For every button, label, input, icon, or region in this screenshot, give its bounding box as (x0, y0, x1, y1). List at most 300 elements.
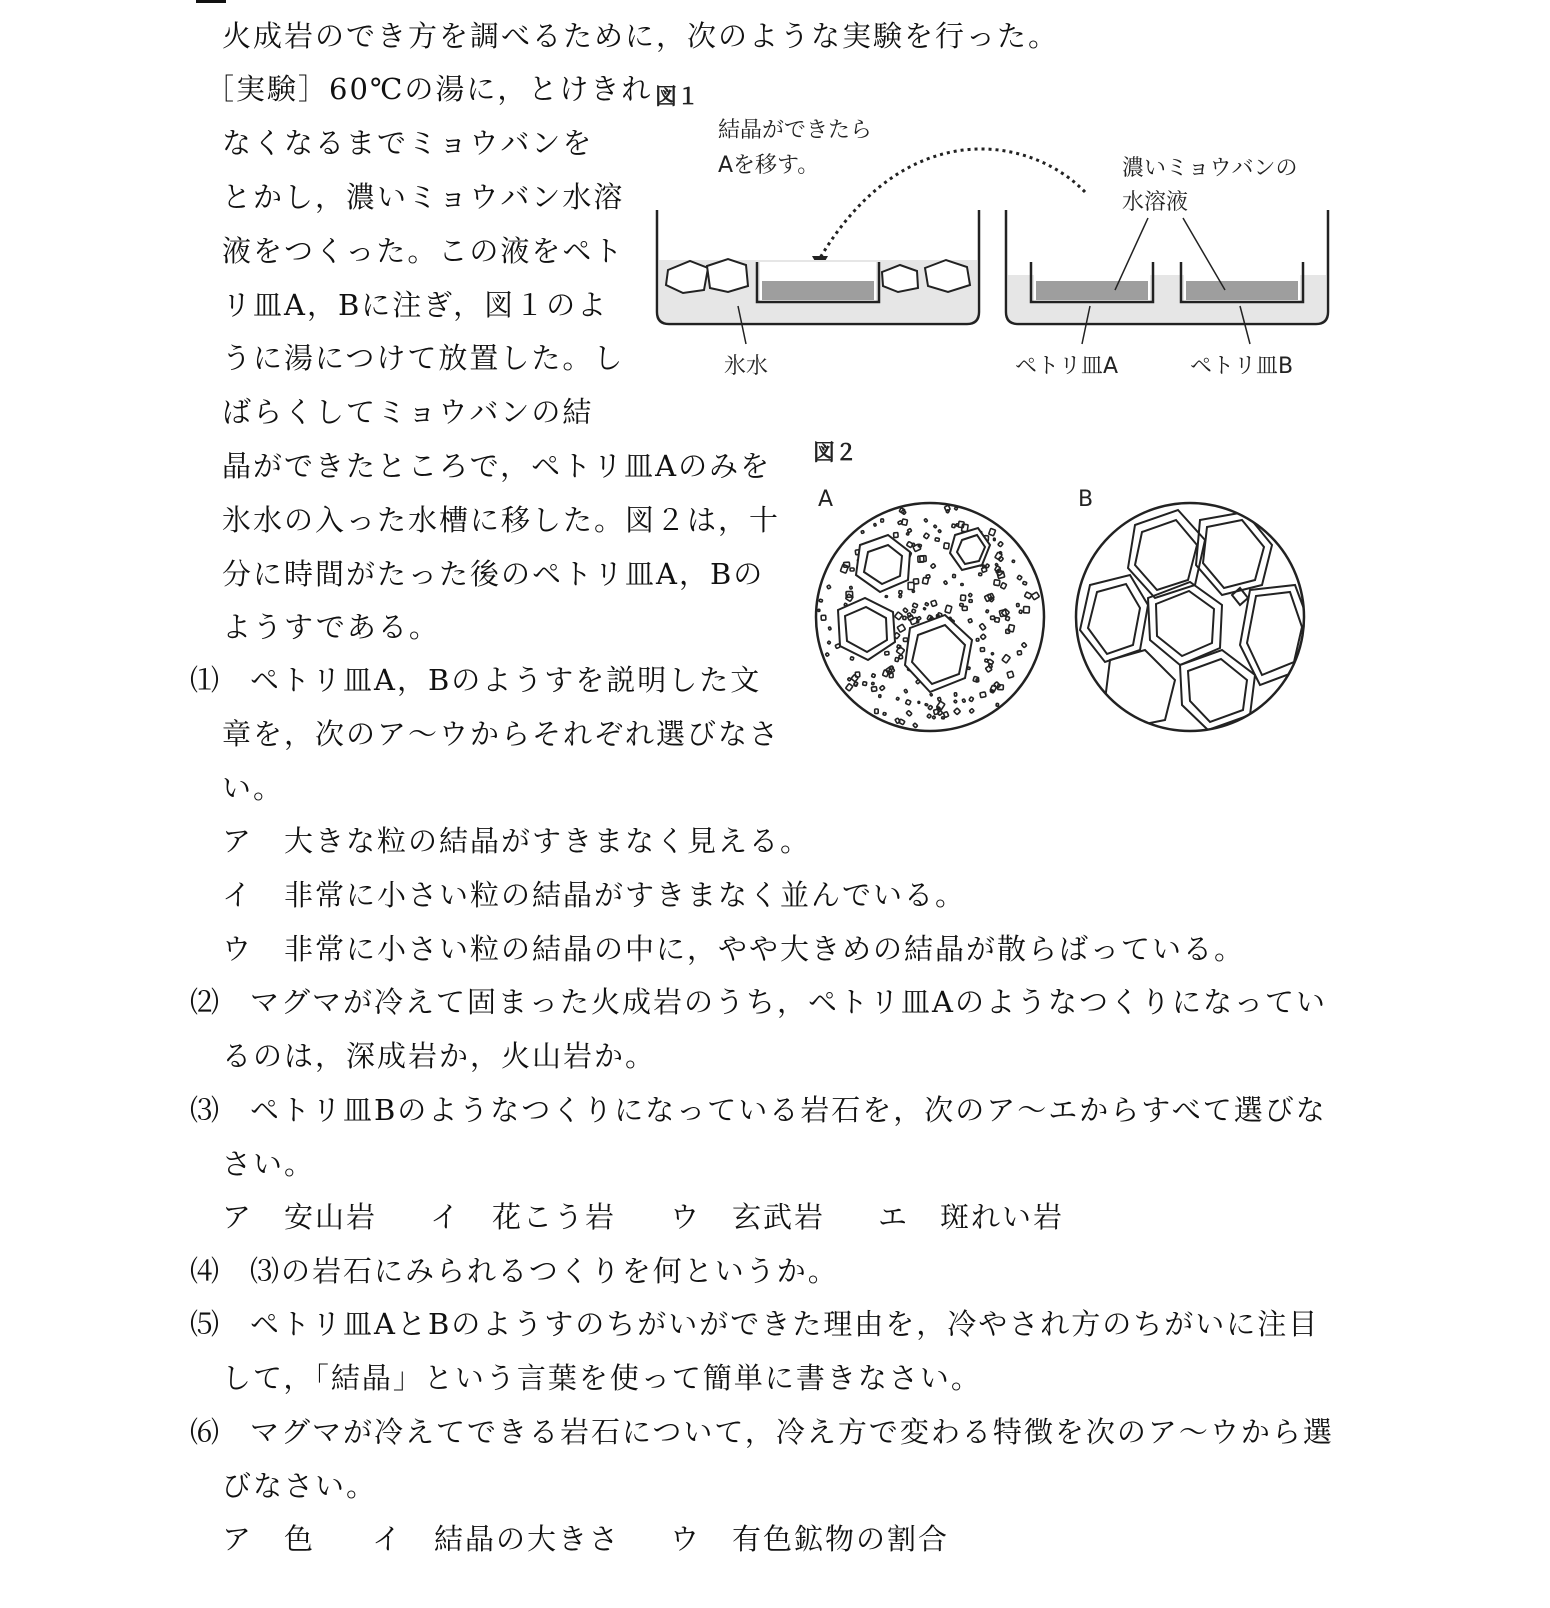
fine-grain (844, 562, 850, 567)
fine-grain (928, 705, 933, 710)
fine-grain (987, 593, 994, 600)
top-rule (196, 0, 226, 3)
fine-grain (949, 659, 953, 662)
q1-number: ⑴ (190, 663, 222, 697)
fine-grain (996, 703, 999, 706)
fine-grain (1000, 583, 1006, 590)
fine-grain (926, 575, 930, 579)
fine-grain (928, 686, 932, 690)
crystal-view-b (1080, 510, 1310, 730)
dish-a-label: ペトリ皿A (1015, 354, 1119, 379)
q3-number: ⑶ (190, 1093, 222, 1127)
ice-cube-icon (925, 260, 970, 292)
fine-grain (985, 666, 992, 673)
fine-grain (899, 594, 902, 597)
fine-grain (927, 615, 932, 621)
fine-grain (856, 603, 860, 607)
fine-grain (946, 617, 953, 624)
fine-grain (861, 627, 866, 631)
q3-text: ペトリ皿Bのようなつくりになっている岩石を，次のア～エからすべて選びな (250, 1093, 1327, 1127)
q3-option: ウ 玄武岩 (670, 1200, 826, 1234)
fine-grain (923, 607, 926, 609)
intro-text: 火成岩のでき方を調べるために，次のような実験を行った。 (222, 19, 1060, 53)
fine-grain (896, 697, 899, 700)
fine-grain (901, 569, 908, 577)
fine-grain (885, 651, 889, 655)
dish-b-label: ペトリ皿B (1190, 354, 1294, 379)
fine-grain (918, 544, 922, 547)
fine-grain (979, 551, 983, 555)
fine-grain (881, 519, 884, 522)
fine-grain (904, 551, 912, 559)
fine-grain (937, 613, 942, 618)
fine-grain (912, 603, 917, 608)
fine-grain (894, 632, 900, 638)
fine-grain (962, 639, 965, 642)
crystal-view-a (818, 505, 1040, 728)
fine-grain (927, 714, 931, 718)
fine-grain (1016, 603, 1019, 606)
fine-grain (966, 546, 969, 550)
fine-grain (907, 528, 911, 532)
fine-grain (925, 703, 928, 706)
fine-grain (895, 657, 899, 661)
figure1-move-note: 結晶ができたら (718, 118, 873, 143)
fine-grain (853, 622, 855, 624)
fine-grain (962, 567, 964, 569)
fine-grain (846, 591, 853, 597)
fine-grain (876, 608, 879, 612)
fine-grain (861, 531, 864, 534)
fine-grain (963, 637, 968, 642)
fine-grain (907, 613, 911, 618)
fine-grain (929, 617, 935, 622)
fine-grain (968, 593, 972, 597)
fine-grain (871, 674, 875, 678)
fine-grain (961, 538, 966, 542)
fine-grain (978, 556, 984, 562)
fine-grain (889, 669, 892, 673)
fine-grain (999, 551, 1002, 554)
fine-grain (912, 609, 916, 613)
fine-grain (962, 606, 967, 610)
fine-grain (907, 541, 913, 547)
fine-grain (990, 689, 994, 693)
fine-grain (882, 670, 888, 677)
experiment-line: とかし，濃いミョウバン水溶 (222, 180, 625, 214)
fine-grain (907, 666, 912, 671)
fine-grain (872, 579, 878, 584)
fine-grain (969, 600, 972, 603)
figure2-diagram (0, 0, 1550, 760)
experiment-line: 分に時間がたった後のペトリ皿A，Bの (222, 557, 765, 591)
fine-grain (949, 649, 954, 655)
fine-grain (1024, 592, 1031, 599)
q1-option: ア 大きな粒の結晶がすきまなく見える。 (222, 824, 812, 858)
fine-grain (895, 556, 900, 561)
experiment-line: 氷水の入った水槽に移した。図２は，十 (222, 503, 781, 537)
fine-grain (995, 566, 1001, 572)
fine-grain (985, 564, 989, 568)
fine-grain (997, 571, 1005, 578)
q1-option: ウ 非常に小さい粒の結晶の中に，やや大きめの結晶が散らばっている。 (222, 932, 1246, 966)
fine-grain (847, 677, 851, 681)
experiment-line: 晶ができたところで，ペトリ皿Aのみを (222, 449, 772, 483)
fine-grain (995, 563, 998, 566)
fine-grain (863, 682, 867, 686)
fine-grain (846, 684, 853, 692)
fine-grain (1001, 609, 1009, 617)
fine-grain (989, 664, 993, 668)
fine-grain (847, 629, 852, 635)
fine-grain (943, 712, 949, 718)
fine-grain (875, 709, 879, 714)
fine-grain (855, 550, 860, 555)
fine-grain (917, 616, 921, 620)
fine-grain (954, 630, 957, 633)
experiment-line: なくなるまでミョウバンを (222, 126, 594, 160)
fine-grain (952, 524, 956, 528)
fine-grain (951, 643, 959, 650)
fine-grain (879, 695, 881, 698)
fine-grain (933, 667, 939, 673)
fine-grain (821, 615, 826, 620)
fine-grain (896, 577, 902, 584)
fine-grain (905, 700, 911, 705)
fine-grain (827, 641, 830, 644)
move-arrow (820, 149, 1085, 258)
fine-grain (938, 697, 942, 701)
fine-grain (850, 568, 854, 571)
fine-grain (922, 577, 928, 584)
fine-grain (839, 614, 843, 618)
fine-grain (942, 668, 947, 673)
fine-grain (908, 582, 914, 589)
fine-grain (913, 579, 918, 584)
fine-grain (984, 594, 992, 602)
fine-grain (906, 533, 909, 536)
fine-grain (899, 508, 905, 514)
fine-grain (994, 580, 1000, 586)
fine-grain (946, 509, 949, 513)
fine-grain (986, 610, 989, 613)
figure1-solution-label: 水溶液 (1122, 190, 1189, 215)
fine-grain (825, 653, 829, 657)
q4-number: ⑷ (190, 1254, 222, 1288)
fine-grain (963, 658, 967, 663)
fine-grain (937, 636, 944, 644)
fine-grain (923, 673, 928, 678)
fine-grain (958, 521, 964, 528)
fine-grain (1023, 607, 1029, 613)
fine-grain (874, 523, 877, 526)
fine-grain (956, 524, 958, 527)
fine-grain (901, 510, 906, 515)
fine-grain (885, 595, 888, 597)
fine-grain (871, 687, 877, 692)
fine-grain (931, 600, 937, 606)
fine-grain (993, 538, 995, 540)
fine-grain (1006, 629, 1010, 633)
figure1-title: 図１ (655, 85, 700, 110)
fine-grain (880, 685, 885, 690)
fine-grain (939, 624, 943, 628)
fine-grain (897, 624, 905, 632)
fine-grain (868, 571, 872, 575)
fine-grain (984, 536, 988, 541)
experiment-line: ［実験］60℃の湯に，とけきれ (205, 72, 653, 106)
fine-grain (835, 644, 840, 649)
fine-grain (899, 573, 906, 579)
fine-grain (999, 610, 1006, 617)
fine-grain (989, 528, 996, 536)
dish-a-in-ice (757, 262, 879, 302)
fine-grain (857, 559, 860, 562)
fine-grain (900, 561, 908, 569)
fine-grain (864, 569, 867, 572)
q6-option: イ 結晶の大きさ (372, 1522, 621, 1556)
fine-grain (1012, 560, 1015, 563)
fine-grain (898, 520, 903, 524)
fine-grain (976, 679, 979, 682)
dish-b (1181, 262, 1303, 302)
fine-grain (960, 603, 964, 606)
fine-grain (967, 551, 972, 555)
fine-grain (977, 560, 981, 563)
fine-grain (1017, 575, 1022, 580)
fine-grain (910, 617, 918, 625)
q2-text: るのは，深成岩か，火山岩か。 (222, 1039, 657, 1073)
fine-grain (945, 605, 952, 613)
fine-grain (944, 505, 950, 511)
fine-grain (889, 673, 893, 677)
q6-option: ウ 有色鉱物の割合 (670, 1522, 950, 1556)
fine-grain (912, 590, 915, 593)
fine-grain (937, 637, 943, 642)
fine-grain (903, 616, 906, 619)
fine-grain (918, 642, 921, 645)
fine-grain (998, 556, 1003, 561)
q6-text: びなさい。 (222, 1469, 378, 1503)
q3-text: さい。 (222, 1147, 316, 1181)
fine-grain (1005, 616, 1009, 620)
fine-grain (930, 693, 933, 696)
q1-text: い。 (222, 771, 285, 805)
fine-grain (979, 623, 986, 630)
fine-grain (994, 682, 1001, 689)
fine-grain (934, 709, 939, 714)
fine-grain (865, 542, 868, 545)
fine-grain (961, 584, 963, 586)
arrow-head-icon (812, 256, 828, 270)
fine-grain (944, 581, 948, 585)
fine-grain (891, 541, 895, 545)
fine-grain (850, 586, 853, 589)
fine-grain (985, 659, 988, 662)
fine-grain (854, 682, 858, 687)
fine-grain (991, 616, 995, 619)
fine-grain (873, 646, 880, 653)
figure2-label-a: A (818, 487, 834, 512)
fine-grain (977, 531, 982, 536)
fine-grain (819, 599, 823, 602)
fine-grain (925, 602, 929, 605)
fine-grain (903, 608, 908, 613)
q4-text: ⑶の岩石にみられるつくりを何というか。 (250, 1254, 839, 1288)
q5-text: して，「結晶」という言葉を使って簡単に書きなさい。 (222, 1361, 982, 1395)
fine-grain (1019, 610, 1022, 613)
fine-grain (872, 682, 875, 685)
fine-grain (958, 650, 961, 653)
fine-grain (962, 699, 965, 703)
fine-grain (950, 652, 954, 656)
fine-grain (846, 594, 854, 602)
ice-water-tank (657, 210, 979, 324)
figure1-solution-label: 濃いミョウバンの (1122, 156, 1298, 181)
fine-grain (913, 723, 918, 728)
experiment-line: 液をつくった。この液をペト (222, 234, 625, 268)
fine-grain (1002, 654, 1010, 663)
fine-grain (828, 627, 831, 630)
fine-grain (883, 712, 886, 715)
fine-grain (938, 711, 943, 716)
fine-grain (998, 541, 1003, 546)
figure2-title: 図２ (813, 441, 858, 466)
q6-option: ア 色 (222, 1522, 316, 1556)
fine-grain (918, 701, 920, 703)
fine-grain (902, 519, 908, 525)
fine-grain (855, 619, 861, 625)
fine-grain (976, 638, 979, 641)
fine-grain (844, 603, 847, 606)
fine-grain (938, 529, 941, 532)
fine-grain (962, 524, 969, 532)
fine-grain (981, 567, 987, 572)
fine-grain (936, 615, 939, 617)
fine-grain (923, 533, 929, 539)
ice-water-label: 氷水 (724, 354, 769, 379)
fine-grain (873, 645, 878, 650)
q6-text: マグマが冷えてできる岩石について，冷え方で変わる特徴を次のア～ウから選 (250, 1415, 1334, 1449)
fine-grain (850, 657, 854, 661)
fine-grain (934, 525, 937, 528)
fine-grain (908, 645, 913, 649)
fine-grain (917, 658, 920, 661)
q6-number: ⑹ (190, 1415, 222, 1449)
q2-number: ⑵ (190, 985, 222, 1019)
fine-grain (931, 564, 936, 569)
fine-grain (920, 556, 926, 562)
fine-grain (1017, 651, 1021, 655)
fine-grain (924, 518, 928, 522)
q2-text: マグマが冷えて固まった火成岩のうち，ペトリ皿Aのようなつくりになってい (250, 985, 1327, 1019)
fine-grain (979, 563, 982, 566)
fine-grain (845, 620, 848, 623)
experiment-line: リ皿A，Bに注ぎ，図１のよ (222, 288, 609, 322)
fine-grain (907, 615, 913, 621)
fine-grain (942, 717, 945, 719)
figure1-move-note: Aを移す。 (718, 153, 820, 178)
fine-grain (827, 585, 831, 589)
fine-grain (916, 680, 920, 684)
fine-grain (979, 573, 982, 576)
hot-water-tank (1006, 210, 1328, 324)
fine-grain (935, 538, 939, 542)
q5-number: ⑸ (190, 1307, 222, 1341)
fine-grain (916, 620, 919, 623)
fine-grain (886, 666, 895, 675)
fine-grain (889, 666, 893, 670)
fine-grain (980, 648, 984, 652)
experiment-line: ばらくしてミョウバンの結 (222, 395, 594, 429)
fine-grain (969, 709, 974, 714)
fine-grain (969, 697, 974, 702)
q1-text: ペトリ皿A，Bのようすを説明した文 (250, 663, 762, 697)
fine-grain (937, 707, 941, 711)
fine-grain (980, 692, 986, 698)
fine-grain (953, 574, 956, 577)
q3-option: ア 安山岩 (222, 1200, 378, 1234)
fine-grain (897, 645, 901, 649)
fine-grain (976, 551, 983, 558)
fine-grain (840, 564, 848, 573)
fine-grain (899, 591, 902, 594)
fine-grain (932, 716, 935, 719)
fine-grain (895, 718, 900, 723)
fine-grain (900, 563, 904, 567)
fine-grain (903, 638, 907, 641)
fine-grain (1007, 671, 1014, 678)
fine-grain (1031, 592, 1039, 600)
fine-grain (892, 571, 895, 575)
fine-grain (896, 647, 904, 655)
fine-grain (912, 543, 915, 546)
fine-grain (851, 675, 858, 682)
fine-grain (899, 655, 903, 659)
fine-grain (995, 618, 1000, 623)
figure2-label-b: B (1078, 487, 1094, 512)
ice-cube-icon (707, 259, 748, 292)
q3-option: エ 斑れい岩 (878, 1200, 1065, 1234)
fine-grain (960, 595, 965, 601)
fine-grain (1008, 625, 1015, 632)
fine-grain (954, 700, 957, 703)
q1-text: 章を，次のア～ウからそれぞれ選びなさ (222, 717, 781, 751)
fine-grain (980, 634, 986, 640)
q5-text: ペトリ皿AとBのようすのちがいができた理由を，冷やされ方のちがいに注目 (250, 1307, 1320, 1341)
fine-grain (946, 618, 954, 626)
dish-a (1031, 262, 1153, 302)
fine-grain (913, 544, 921, 552)
fine-grain (918, 556, 924, 562)
experiment-line: うに湯につけて放置した。し (222, 341, 625, 375)
fine-grain (818, 609, 820, 611)
fine-grain (996, 569, 1003, 576)
fine-grain (1023, 581, 1027, 585)
fine-grain (934, 653, 939, 658)
q1-option: イ 非常に小さい粒の結晶がすきまなく並んでいる。 (222, 878, 967, 912)
fine-grain (937, 623, 943, 629)
fine-grain (954, 693, 957, 696)
fine-grain (894, 533, 899, 538)
fine-grain (854, 682, 858, 686)
fine-grain (954, 507, 957, 510)
fine-grain (1022, 642, 1027, 647)
experiment-line: ようすである。 (222, 610, 440, 644)
fine-grain (899, 719, 905, 725)
fine-grain (918, 653, 921, 656)
fine-grain (957, 649, 965, 657)
